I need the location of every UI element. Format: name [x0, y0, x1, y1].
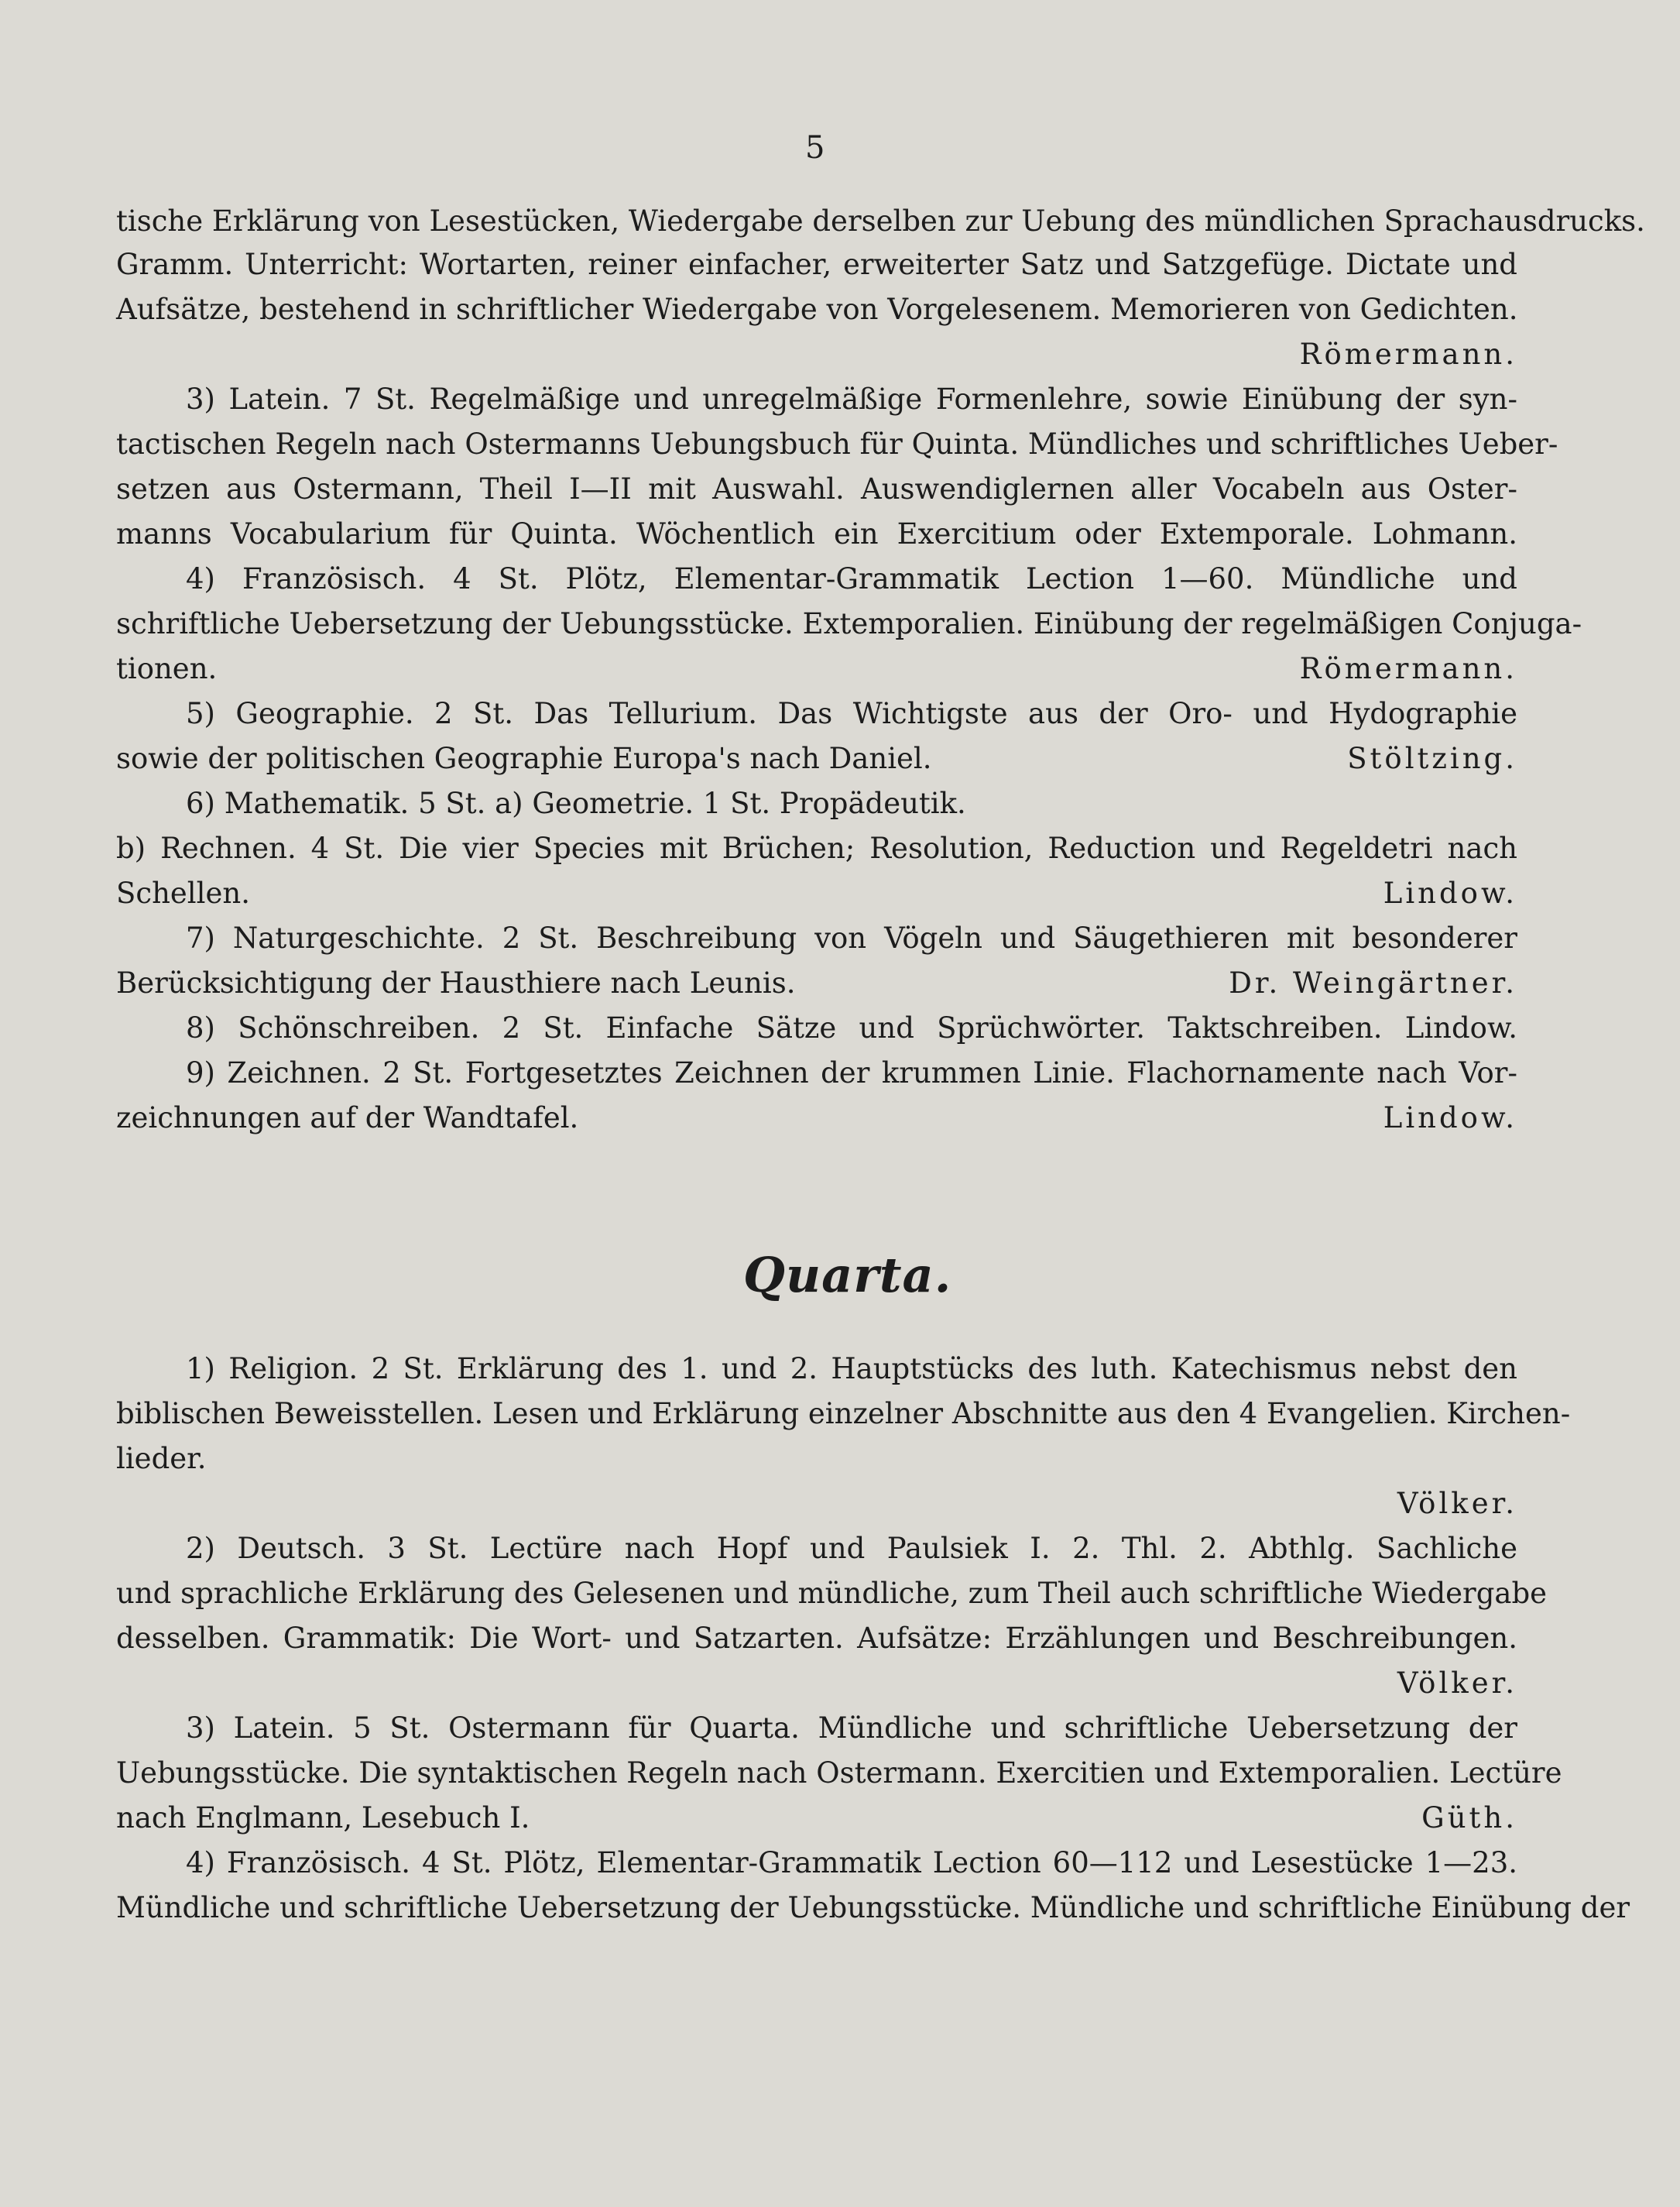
text-line: 5) Geographie. 2 St. Das Tellurium. Das Wichtigste aus der Oro- und Hydographie: [186, 697, 1517, 730]
text-line: Berücksichtigung der Hausthiere nach Leunis.: [116, 966, 796, 1000]
text-line: und sprachliche Erklärung des Gelesenen und mündliche, zum Theil auch schriftliche Wiedergabe: [116, 1577, 1548, 1610]
page-number: 5: [805, 130, 827, 166]
text-line: Uebungsstücke. Die syntaktischen Regeln nach Ostermann. Exercitien und Extemporalien. Lectüre: [116, 1756, 1562, 1790]
text-line: sowie der politischen Geographie Europa's nach Daniel.: [116, 742, 932, 775]
text-line: 2) Deutsch. 3 St. Lectüre nach Hopf und Paulsiek I. 2. Thl. 2. Abthlg. Sachliche: [186, 1532, 1517, 1565]
teacher-name: Dr. Weingärtner.: [1229, 966, 1517, 1000]
text-line: tactischen Regeln nach Ostermanns Uebungsbuch für Quinta. Mündliches und schriftliches Ueber-: [116, 427, 1558, 461]
text-line: 8) Schönschreiben. 2 St. Einfache Sätze und Sprüchwörter. Taktschreiben. Lindow.: [186, 1011, 1517, 1045]
text-line: tische Erklärung von Lesestücken, Wiedergabe derselben zur Uebung des mündlichen Sprachausdrucks.: [116, 204, 1645, 238]
teacher-name: Römermann.: [1299, 338, 1517, 371]
text-line: setzen aus Ostermann, Theil I—II mit Auswahl. Auswendiglernen aller Vocabeln aus Oster-: [116, 472, 1517, 506]
teacher-name: Lindow.: [1383, 877, 1517, 910]
teacher-name: Lindow.: [1383, 1101, 1517, 1134]
text-line: Schellen.: [116, 877, 250, 910]
teacher-name: Stöltzing.: [1347, 742, 1517, 775]
text-line: 3) Latein. 7 St. Regelmäßige und unregelmäßige Formenlehre, sowie Einübung der syn-: [186, 383, 1517, 416]
text-line: biblischen Beweisstellen. Lesen und Erklärung einzelner Abschnitte aus den 4 Evangelien. Kirchen-: [116, 1397, 1571, 1430]
section-heading: Quarta.: [743, 1247, 952, 1303]
teacher-name: Völker.: [1397, 1666, 1517, 1700]
text-line: desselben. Grammatik: Die Wort- und Satzarten. Aufsätze: Erzählungen und Beschreibungen.: [116, 1622, 1517, 1655]
text-line: zeichnungen auf der Wandtafel.: [116, 1101, 579, 1134]
teacher-name: Völker.: [1397, 1487, 1517, 1520]
text-line: tionen.: [116, 652, 218, 685]
text-line: 4) Französisch. 4 St. Plötz, Elementar-Grammatik Lection 1—60. Mündliche und: [186, 562, 1517, 596]
text-line: 7) Naturgeschichte. 2 St. Beschreibung von Vögeln und Säugethieren mit besonderer: [186, 922, 1517, 955]
text-line: 1) Religion. 2 St. Erklärung des 1. und 2. Hauptstücks des luth. Katechismus nebst den: [186, 1352, 1517, 1385]
text-line: schriftliche Uebersetzung der Uebungsstücke. Extemporalien. Einübung der regelmäßigen Conjuga-: [116, 607, 1582, 640]
text-line: manns Vocabularium für Quinta. Wöchentlich ein Exercitium oder Extemporale. Lohmann.: [116, 517, 1517, 551]
text-line: 3) Latein. 5 St. Ostermann für Quarta. Mündliche und schriftliche Uebersetzung der: [186, 1711, 1517, 1745]
text-line: Mündliche und schriftliche Uebersetzung der Uebungsstücke. Mündliche und schriftliche Einübung der: [116, 1891, 1630, 1924]
text-line: nach Englmann, Lesebuch I.: [116, 1801, 530, 1835]
text-line: Gramm. Unterricht: Wortarten, reiner einfacher, erweiterter Satz und Satzgefüge. Dictate und: [116, 248, 1517, 281]
text-line: 4) Französisch. 4 St. Plötz, Elementar-Grammatik Lection 60—112 und Lesestücke 1—23.: [186, 1846, 1517, 1879]
text-line: 6) Mathematik. 5 St. a) Geometrie. 1 St. Propädeutik.: [186, 787, 966, 820]
text-line: b) Rechnen. 4 St. Die vier Species mit Brüchen; Resolution, Reduction und Regeldetri nach: [116, 832, 1517, 865]
text-line: lieder.: [116, 1442, 207, 1475]
teacher-name: Römermann.: [1299, 652, 1517, 685]
teacher-name: Güth.: [1421, 1801, 1517, 1835]
text-line: Aufsätze, bestehend in schriftlicher Wiedergabe von Vorgelesenem. Memorieren von Gedichten.: [116, 293, 1518, 326]
text-line: 9) Zeichnen. 2 St. Fortgesetztes Zeichnen der krummen Linie. Flachornamente nach Vor-: [186, 1056, 1517, 1090]
